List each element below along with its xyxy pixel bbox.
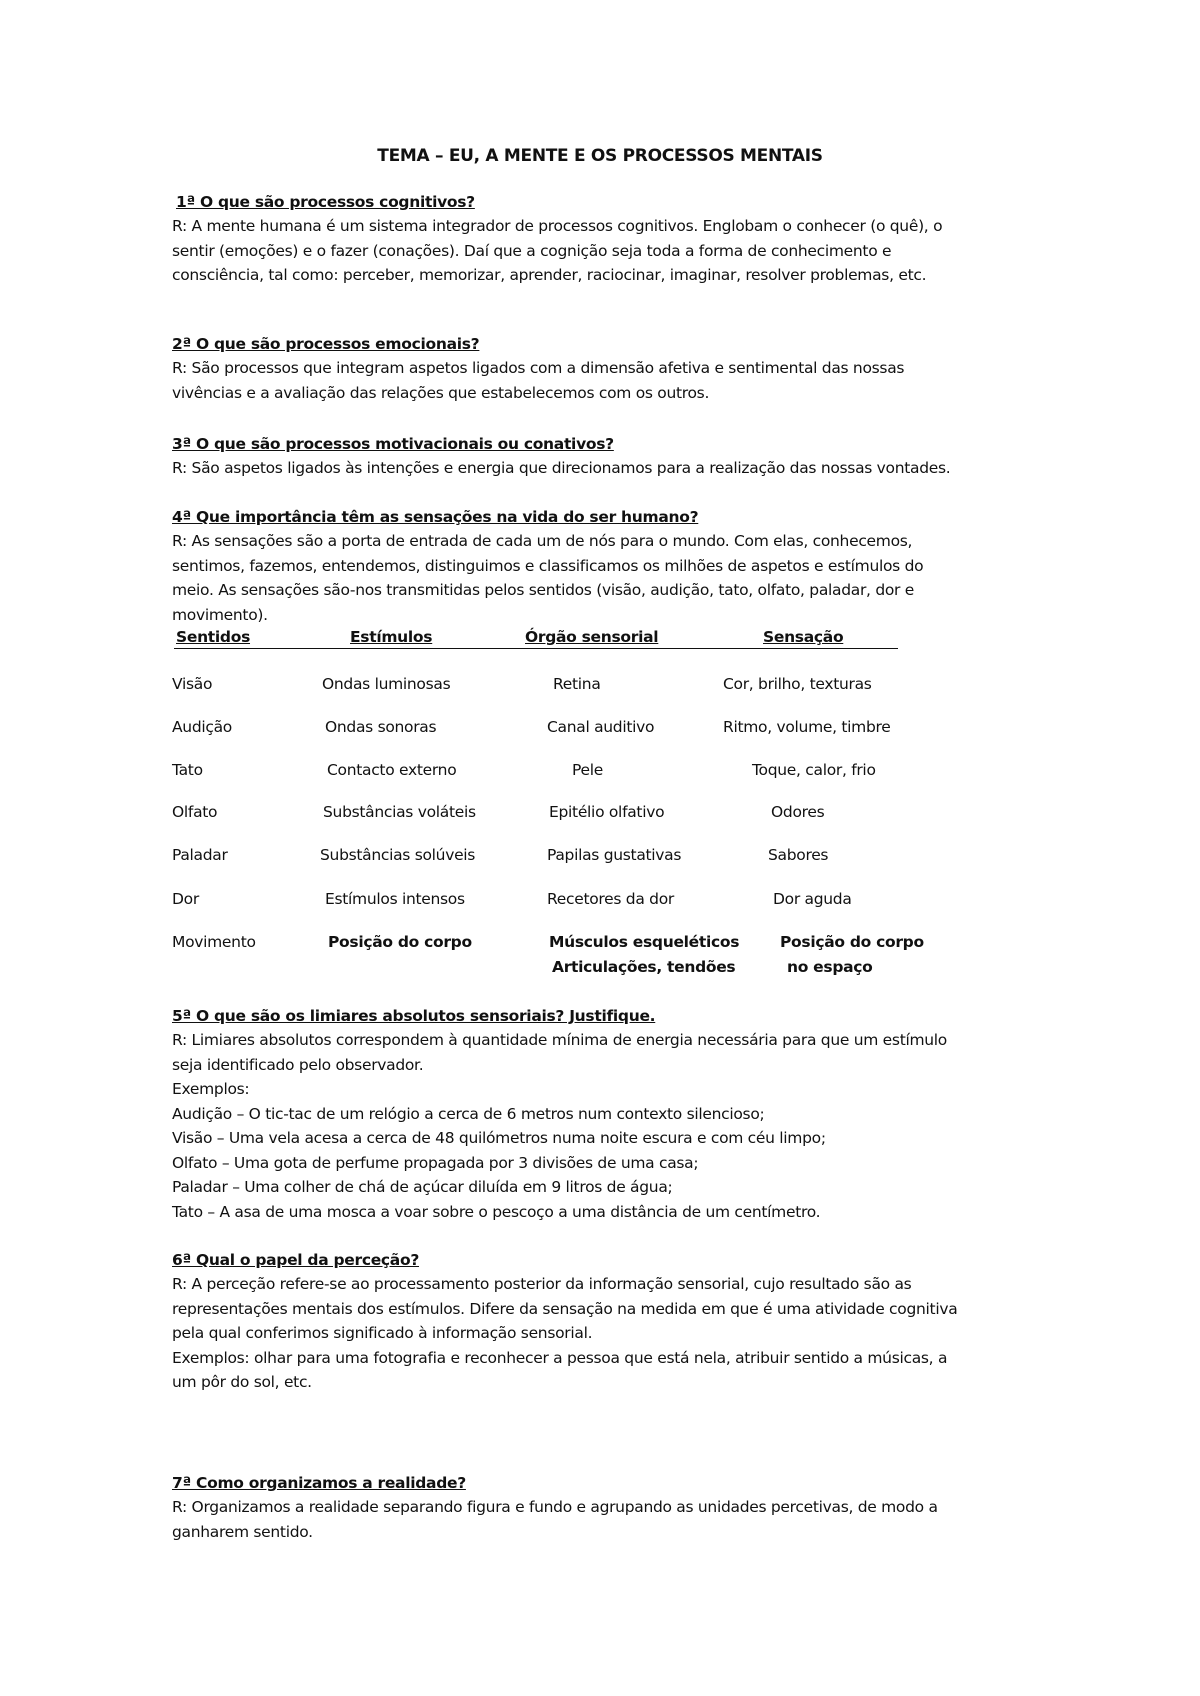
answer-line: meio. As sensações são-nos transmitidas pelos sentidos (visão, audição, tato, olfato, paladar, dor e [172, 581, 914, 599]
question-6: 6ª Qual o papel da perceção? [172, 1251, 420, 1269]
answer-4 [172, 529, 1052, 627]
table-cell: Toque, calor, frio [752, 761, 876, 779]
table-cell: Cor, brilho, texturas [723, 675, 872, 693]
answer-line: consciência, tal como: perceber, memorizar, aprender, raciocinar, imaginar, resolver problemas, etc. [172, 266, 927, 284]
table-cell: Substâncias solúveis [320, 846, 476, 864]
answer-line: Olfato – Uma gota de perfume propagada por 3 divisões de uma casa; [172, 1153, 699, 1172]
page-title: TEMA – EU, A MENTE E OS PROCESSOS MENTAIS [377, 146, 823, 166]
table-cell: no espaço [787, 958, 873, 976]
answer-line: ganharem sentido. [172, 1522, 313, 1541]
table-cell: Sabores [768, 846, 829, 864]
table-cell: Tato [172, 761, 203, 779]
table-cell: Posição do corpo [780, 933, 924, 951]
table-cell: Dor [172, 890, 199, 908]
table-cell: Articulações, tendões [552, 958, 736, 976]
table-cell: Papilas gustativas [547, 846, 682, 864]
table-cell: Estímulos intensos [325, 890, 465, 908]
answer-line: Audição – O tic-tac de um relógio a cerca de 6 metros num contexto silencioso; [172, 1104, 765, 1123]
answer-line: Exemplos: olhar para uma fotografia e reconhecer a pessoa que está nela, atribuir sentido a músicas, a [172, 1348, 948, 1367]
question-3: 3ª O que são processos motivacionais ou conativos? [172, 435, 614, 453]
table-cell: Audição [172, 718, 232, 736]
question-5: 5ª O que são os limiares absolutos sensoriais? Justifique. [172, 1007, 656, 1025]
table-cell: Substâncias voláteis [323, 803, 476, 821]
answer-2 [172, 356, 1052, 405]
table-cell: Pele [572, 761, 603, 779]
table-cell: Músculos esqueléticos [549, 933, 740, 951]
answer-1 [172, 214, 1052, 288]
table-cell: Retina [553, 675, 601, 693]
table-cell: Posição do corpo [328, 933, 472, 951]
table-cell: Olfato [172, 803, 218, 821]
table-cell: Ondas luminosas [322, 675, 451, 693]
answer-line: representações mentais dos estímulos. Difere da sensação na medida em que é uma atividade cognitiva [172, 1299, 958, 1318]
answer-7 [172, 1495, 1052, 1544]
question-2: 2ª O que são processos emocionais? [172, 335, 480, 353]
answer-line: Exemplos: [172, 1080, 250, 1098]
answer-5 [172, 1028, 1052, 1224]
answer-line: R: Limiares absolutos correspondem à quantidade mínima de energia necessária para que um estímulo [172, 1031, 947, 1049]
table-header-rule [174, 648, 898, 649]
table-cell: Movimento [172, 933, 256, 951]
table-cell: Paladar [172, 846, 228, 864]
answer-line: vivências e a avaliação das relações que estabelecemos com os outros. [172, 383, 710, 402]
answer-line: movimento). [172, 605, 268, 624]
table-cell: Odores [771, 803, 825, 821]
answer-line: R: A mente humana é um sistema integrador de processos cognitivos. Englobam o conhecer (o quê), o [172, 217, 943, 235]
answer-line: pela qual conferimos significado à informação sensorial. [172, 1324, 593, 1342]
table-cell: Ondas sonoras [325, 718, 437, 736]
question-7: 7ª Como organizamos a realidade? [172, 1474, 466, 1492]
answer-line: sentimos, fazemos, entendemos, distinguimos e classificamos os milhões de aspetos e estímulos do [172, 556, 924, 575]
answer-6 [172, 1272, 1052, 1395]
table-header-estimulos: Estímulos [350, 628, 433, 646]
answer-line: Tato – A asa de uma mosca a voar sobre o pescoço a uma distância de um centímetro. [172, 1202, 821, 1221]
question-4: 4ª Que importância têm as sensações na vida do ser humano? [172, 508, 699, 526]
table-header-sensacao: Sensação [763, 628, 844, 646]
table-cell: Visão [172, 675, 213, 693]
answer-3 [172, 456, 1052, 481]
answer-line: R: As sensações são a porta de entrada de cada um de nós para o mundo. Com elas, conhecemos, [172, 532, 913, 550]
table-header-orgao: Órgão sensorial [525, 628, 659, 646]
answer-line: R: A perceção refere-se ao processamento posterior da informação sensorial, cujo resultado são as [172, 1275, 912, 1293]
answer-line: um pôr do sol, etc. [172, 1373, 312, 1391]
table-cell: Contacto externo [327, 761, 457, 779]
table-cell: Dor aguda [773, 890, 852, 908]
answer-line: Visão – Uma vela acesa a cerca de 48 quilómetros numa noite escura e com céu limpo; [172, 1129, 826, 1147]
answer-line: R: São processos que integram aspetos ligados com a dimensão afetiva e sentimental das nossas [172, 359, 905, 377]
table-cell: Ritmo, volume, timbre [723, 718, 891, 736]
table-header-sentidos: Sentidos [176, 628, 251, 646]
answer-line: seja identificado pelo observador. [172, 1055, 424, 1074]
answer-line: sentir (emoções) e o fazer (conações). Daí que a cognição seja toda a forma de conhecimento e [172, 241, 892, 260]
answer-line: R: São aspetos ligados às intenções e energia que direcionamos para a realização das nossas vontades. [172, 459, 951, 477]
question-1: 1ª O que são processos cognitivos? [176, 193, 475, 211]
answer-line: R: Organizamos a realidade separando figura e fundo e agrupando as unidades percetivas, de modo a [172, 1498, 938, 1516]
table-cell: Epitélio olfativo [549, 803, 665, 821]
table-cell: Recetores da dor [547, 890, 674, 908]
table-cell: Canal auditivo [547, 718, 655, 736]
answer-line: Paladar – Uma colher de chá de açúcar diluída em 9 litros de água; [172, 1178, 673, 1196]
